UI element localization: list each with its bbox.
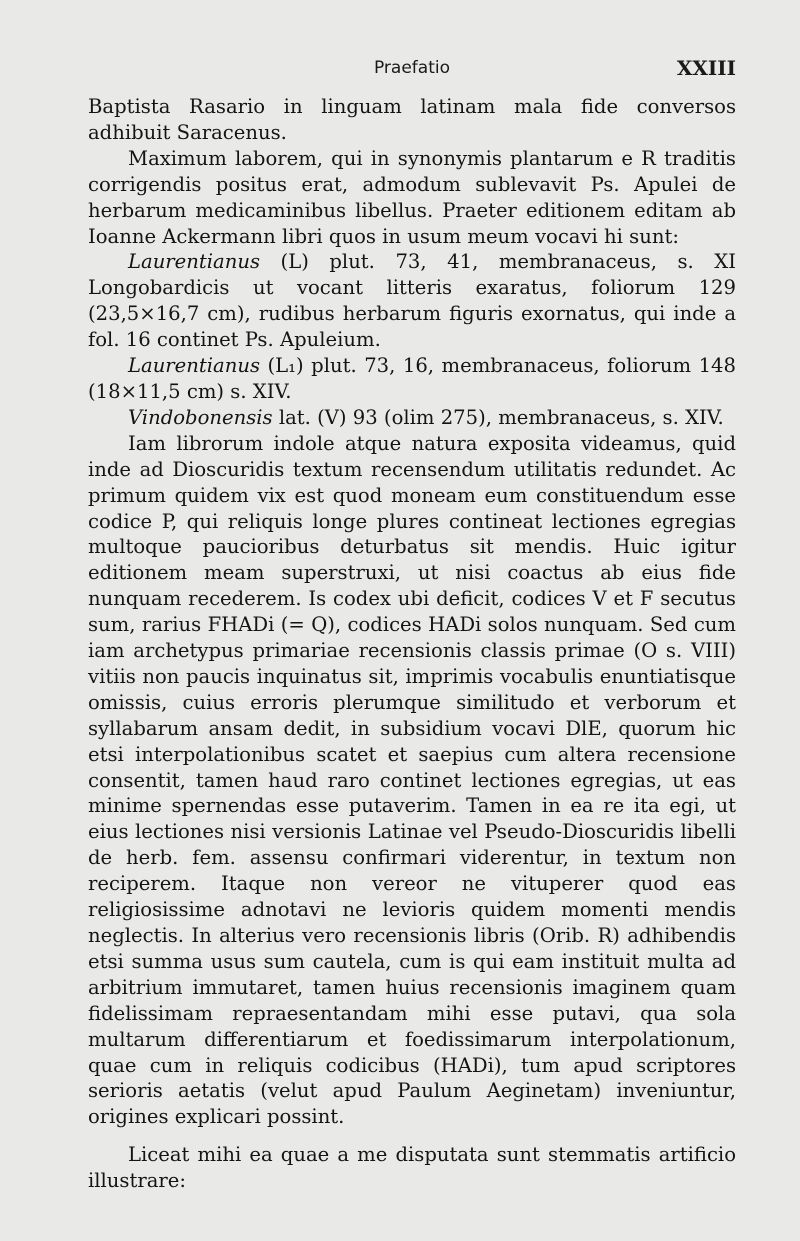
- manuscript-name: Vindobonensis: [128, 405, 273, 429]
- paragraph-text: Baptista Rasario in linguam latinam mala fide conversos adhibuit Saracenus.: [88, 95, 736, 144]
- paragraph-4: [88, 353, 736, 405]
- body-text: [88, 94, 736, 1194]
- running-title: Praefatio: [373, 58, 450, 78]
- paragraph-6: [88, 431, 736, 1130]
- page-number: XXIII: [676, 56, 736, 80]
- paragraph-text: (L) plut. 73, 41, membranaceus, s. XI Longobardicis ut vocant litteris exaratus, foliorum 129 (23,5×16,7 cm), rudibus herbarum figuris exornatus, qui inde a fol. 16 continet Ps. Apuleium.: [88, 250, 736, 352]
- paragraph-text: Liceat mihi ea quae a me disputata sunt stemmatis artificio illustrare:: [88, 1143, 736, 1193]
- paragraph-5: [88, 405, 736, 431]
- paragraph-3: [88, 249, 736, 353]
- paragraph-text: (L₁) plut. 73, 16, membranaceus, foliorum 148 (18×11,5 cm) s. XIV.: [88, 354, 736, 403]
- page-header: [88, 56, 736, 82]
- manuscript-name: Laurentianus: [128, 354, 261, 378]
- paragraph-2: [88, 146, 736, 250]
- manuscript-name: Laurentianus: [128, 250, 261, 274]
- paragraph-text: Iam librorum indole atque natura exposita videamus, quid inde ad Dioscuridis textum recensendum utilitatis redundet. Ac primum quidem vix est quod moneam eum constituendum esse codice P, qui reliquis longe plures contineat lectiones egregias multoque paucioribus deturbatus sit mendis. Huic igitur editionem meam superstruxi, ut nisi coactus ab eius fide nunquam recederem. Is codex ubi deficit, codices V et F secutus sum, rarius FHADi (= Q), codices HADi solos nunquam. Sed cum iam archetypus primariae recensionis classis primae (O s. VIII) vitiis non paucis inquinatus sit, imprimis vocabulis enuntiatisque omissis, cuius erroris plerumque similitudo et verborum et syllabarum ansam dedit, in subsidium vocavi DlE, quorum hic etsi interpolationibus scatet et saepius cum altera recensione consentit, tamen haud raro continet lectiones egregias, ut eas minime spernendas esse putaverim. Tamen in ea re ita egi, ut eius lectiones nisi versionis Latinae vel Pseudo-Dioscuridis libelli de herb. fem. assensu confirmari viderentur, in textum non reciperem. Itaque non vereor ne vituperer quod eas religiosissime adnotavi ne levioris quidem momenti mendis neglectis. In alterius vero recensionis libris (Orib. R) adhibendis etsi summa usus sum cautela, cum is qui eam instituit multa ad arbitrium immutaret, tamen huius recensionis imaginem quam fidelissimam repraesentandam mihi esse putavi, qua sola multarum differentiarum et foedissimarum interpolationum, quae cum in reliquis codicibus (HADi), tum apud scriptores serioris aetatis (velut apud Paulum Aeginetam) inveniuntur, origines explicari possint.: [88, 431, 736, 1129]
- paragraph-7: [88, 1142, 736, 1194]
- paragraph-text: Maximum laborem, qui in synonymis plantarum e R traditis corrigendis positus erat, admodum sublevavit Ps. Apulei de herbarum medicaminibus libellus. Praeter editionem editam ab Ioanne Ackermann libri quos in usum meum vocavi hi sunt:: [88, 146, 736, 248]
- paragraph-1: [88, 94, 736, 146]
- paragraph-text: lat. (V) 93 (olim 275), membranaceus, s. XIV.: [272, 405, 724, 429]
